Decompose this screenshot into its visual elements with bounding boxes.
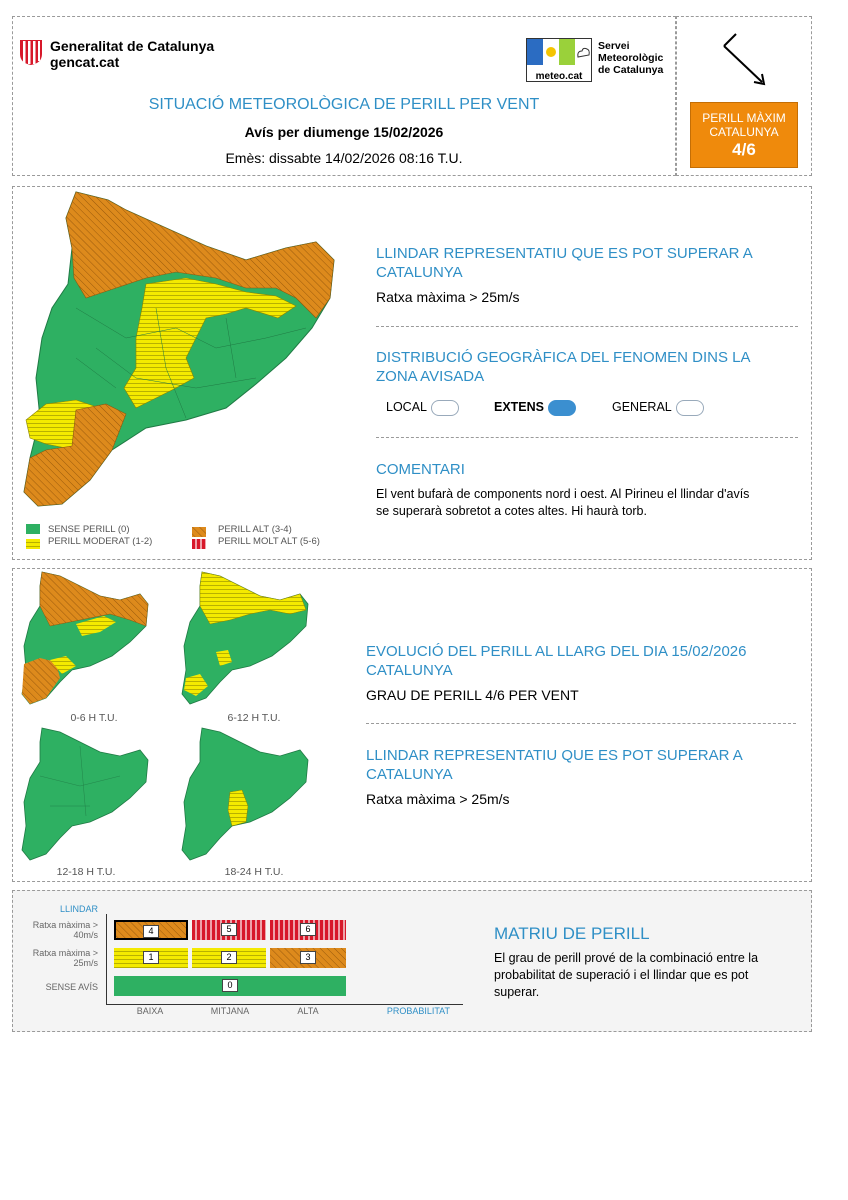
dist-general-option[interactable]	[612, 399, 704, 416]
distribution-title: DISTRIBUCIÓ GEOGRÀFICA DEL FENOMEN DINS LA ZONA AVISADA	[376, 349, 750, 385]
matrix-col2: MITJANA	[210, 1006, 250, 1016]
max-danger-value: 4/6	[732, 140, 756, 159]
dist-general-toggle[interactable]	[676, 400, 704, 416]
matrix-cell-5	[192, 920, 266, 940]
threshold-title: LLINDAR REPRESENTATIU QUE ES POT SUPERAR A CATALUNYA	[376, 245, 752, 281]
matrix-prob-label: PROBABILITAT	[386, 1006, 450, 1016]
gencat-name: Generalitat de Catalunya	[50, 38, 215, 54]
meteocat-logo	[526, 38, 592, 82]
dist-local-toggle[interactable]	[431, 400, 459, 416]
dist-local-option[interactable]	[386, 399, 459, 416]
matrix-cell-6-value: 6	[300, 923, 315, 936]
matrix-cell-4-value: 4	[143, 925, 158, 938]
legend-moderat: PERILL MODERAT (1-2)	[48, 536, 153, 547]
dist-local-label: LOCAL	[386, 400, 427, 414]
dist-general-label: GENERAL	[612, 400, 672, 414]
gencat-site: gencat.cat	[50, 54, 120, 70]
legend-swatch-orange	[192, 524, 206, 534]
legend-alt: PERILL ALT (3-4)	[218, 524, 292, 535]
comment-text: El vent bufarà de components nord i oest. Al Pirineu el llindar d'avís se superarà sobretot a cotes altes. Hi haurà torb.	[376, 487, 750, 518]
map-12-18	[20, 726, 152, 862]
meteocat-brand: meteo.cat	[535, 71, 583, 82]
page-title: SITUACIÓ METEOROLÒGICA DE PERILL PER VENT	[148, 96, 540, 113]
divider	[376, 326, 798, 327]
matrix-cell-3	[270, 948, 346, 968]
legend-molt-alt: PERILL MOLT ALT (5-6)	[218, 536, 320, 547]
dist-extens-label: EXTENS	[494, 400, 545, 414]
threshold-value-2: Ratxa màxima > 25m/s	[366, 791, 510, 807]
matrix-cell-6	[270, 920, 346, 940]
legend-swatch-green	[26, 524, 40, 534]
matrix-cell-1	[114, 948, 188, 968]
matrix-title: MATRIU DE PERILL	[494, 924, 650, 943]
legend-sense: SENSE PERILL (0)	[48, 524, 130, 535]
legend-swatch-red	[192, 536, 206, 546]
max-danger-line1: PERILL MÀXIM	[702, 111, 786, 125]
divider	[376, 437, 798, 438]
evolution-value: GRAU DE PERILL 4/6 PER VENT	[366, 687, 579, 703]
evolution-title: EVOLUCIÓ DEL PERILL AL LLARG DEL DIA 15/02/2026 CATALUNYA	[366, 643, 747, 679]
map-label-0-6: 0-6 H T.U.	[70, 712, 118, 724]
wind-direction-arrow-icon	[714, 28, 774, 88]
matrix-row1-label: Ratxa màxima > 40m/s	[32, 920, 98, 940]
max-danger-badge	[690, 102, 798, 168]
comment-title: COMENTARI	[376, 461, 465, 478]
map-label-12-18: 12-18 H T.U.	[56, 866, 116, 878]
threshold-title-2: LLINDAR REPRESENTATIU QUE ES POT SUPERAR A CATALUNYA	[366, 747, 742, 783]
divider	[366, 723, 796, 724]
map-label-6-12: 6-12 H T.U.	[227, 712, 281, 724]
matrix-cell-5-value: 5	[221, 923, 236, 936]
matrix-col3: ALTA	[297, 1006, 319, 1016]
threshold-value: Ratxa màxima > 25m/s	[376, 289, 520, 305]
matrix-cell-0-value: 0	[222, 979, 237, 992]
map-18-24	[180, 726, 312, 862]
smc-name-1: Servei	[598, 40, 630, 52]
map-0-6	[20, 570, 152, 706]
catalonia-map-main	[16, 188, 346, 510]
generalitat-logo	[18, 38, 44, 66]
map-6-12	[180, 570, 312, 706]
dist-extens-option[interactable]	[494, 399, 576, 416]
smc-name-3: de Catalunya	[598, 64, 664, 76]
legend-swatch-yellow	[26, 536, 40, 546]
map-label-18-24: 18-24 H T.U.	[224, 866, 284, 878]
matrix-text: El grau de perill prové de la combinació entre la probabilitat de superació i el llindar que es pot superar.	[494, 951, 759, 999]
matrix-col1: BAIXA	[136, 1006, 164, 1016]
matrix-cell-3-value: 3	[300, 951, 315, 964]
matrix-cell-1-value: 1	[143, 951, 158, 964]
dist-extens-toggle[interactable]	[548, 400, 576, 416]
smc-name-2: Meteorològic	[598, 52, 664, 64]
max-danger-line2: CATALUNYA	[709, 125, 779, 139]
matrix-row2-label: Ratxa màxima > 25m/s	[32, 948, 98, 968]
matrix-llindar-label: LLINDAR	[59, 904, 98, 914]
matrix-row3-label: SENSE AVÍS	[45, 982, 98, 992]
page-subtitle: Avís per diumenge 15/02/2026	[244, 124, 444, 140]
matrix-cell-0	[114, 976, 346, 996]
matrix-cell-2-value: 2	[221, 951, 236, 964]
issued-time: Emès: dissabte 14/02/2026 08:16 T.U.	[225, 150, 463, 166]
matrix-cell-4	[114, 920, 188, 940]
matrix-cell-2	[192, 948, 266, 968]
